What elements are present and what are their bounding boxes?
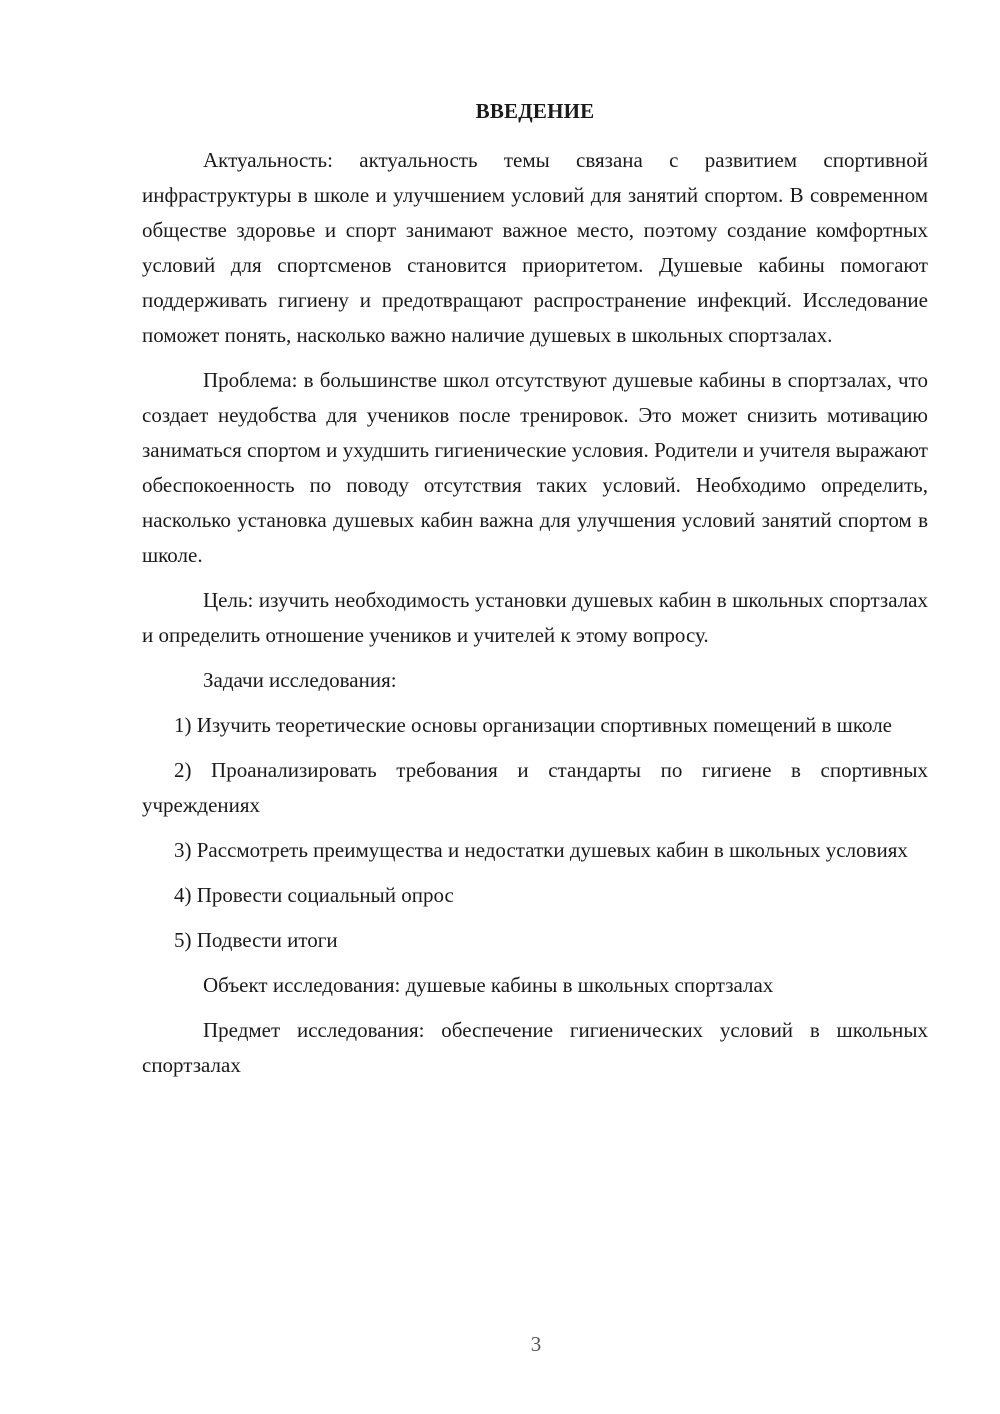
paragraph-research-subject: Предмет исследования: обеспечение гигиенических условий в школьных спортзалах — [142, 1018, 928, 1077]
paragraph-relevance: Актуальность: актуальность темы связана с развитием спортивной инфраструктуры в школе и улучшением условий для занятий спортом. В современном обществе здоровье и спорт занимают важное место, поэтому создание комфортных условий для спортсменов становится приоритетом. Душевые кабины помогают поддерживать гигиену и предотвращают распространение инфекций. Исследование поможет понять, насколько важно наличие душевых в школьных спортзалах. — [142, 148, 928, 347]
document-page — [142, 96, 928, 1093]
task-item-2: 2) Проанализировать требования и стандарты по гигиене в спортивных учреждениях — [142, 758, 928, 817]
task-item-3: 3) Рассмотреть преимущества и недостатки душевых кабин в школьных условиях — [174, 838, 908, 862]
task-item-4: 4) Провести социальный опрос — [174, 883, 454, 907]
task-item-1: 1) Изучить теоретические основы организации спортивных помещений в школе — [174, 713, 892, 737]
page-number: 3 — [530, 1332, 542, 1356]
section-title: ВВЕДЕНИЕ — [475, 99, 595, 123]
task-item-5: 5) Подвести итоги — [174, 928, 338, 952]
paragraph-goal: Цель: изучить необходимость установки душевых кабин в школьных спортзалах и определить отношение учеников и учителей к этому вопросу. — [142, 588, 928, 647]
paragraph-tasks-heading: Задачи исследования: — [203, 668, 397, 692]
paragraph-problem: Проблема: в большинстве школ отсутствуют душевые кабины в спортзалах, что создает неудобства для учеников после тренировок. Это может снизить мотивацию заниматься спортом и ухудшить гигиенические условия. Родители и учителя выражают обеспокоенность по поводу отсутствия таких условий. Необходимо определить, насколько установка душевых кабин важна для улучшения условий занятий спортом в школе. — [142, 368, 928, 567]
paragraph-research-object: Объект исследования: душевые кабины в школьных спортзалах — [203, 973, 774, 997]
